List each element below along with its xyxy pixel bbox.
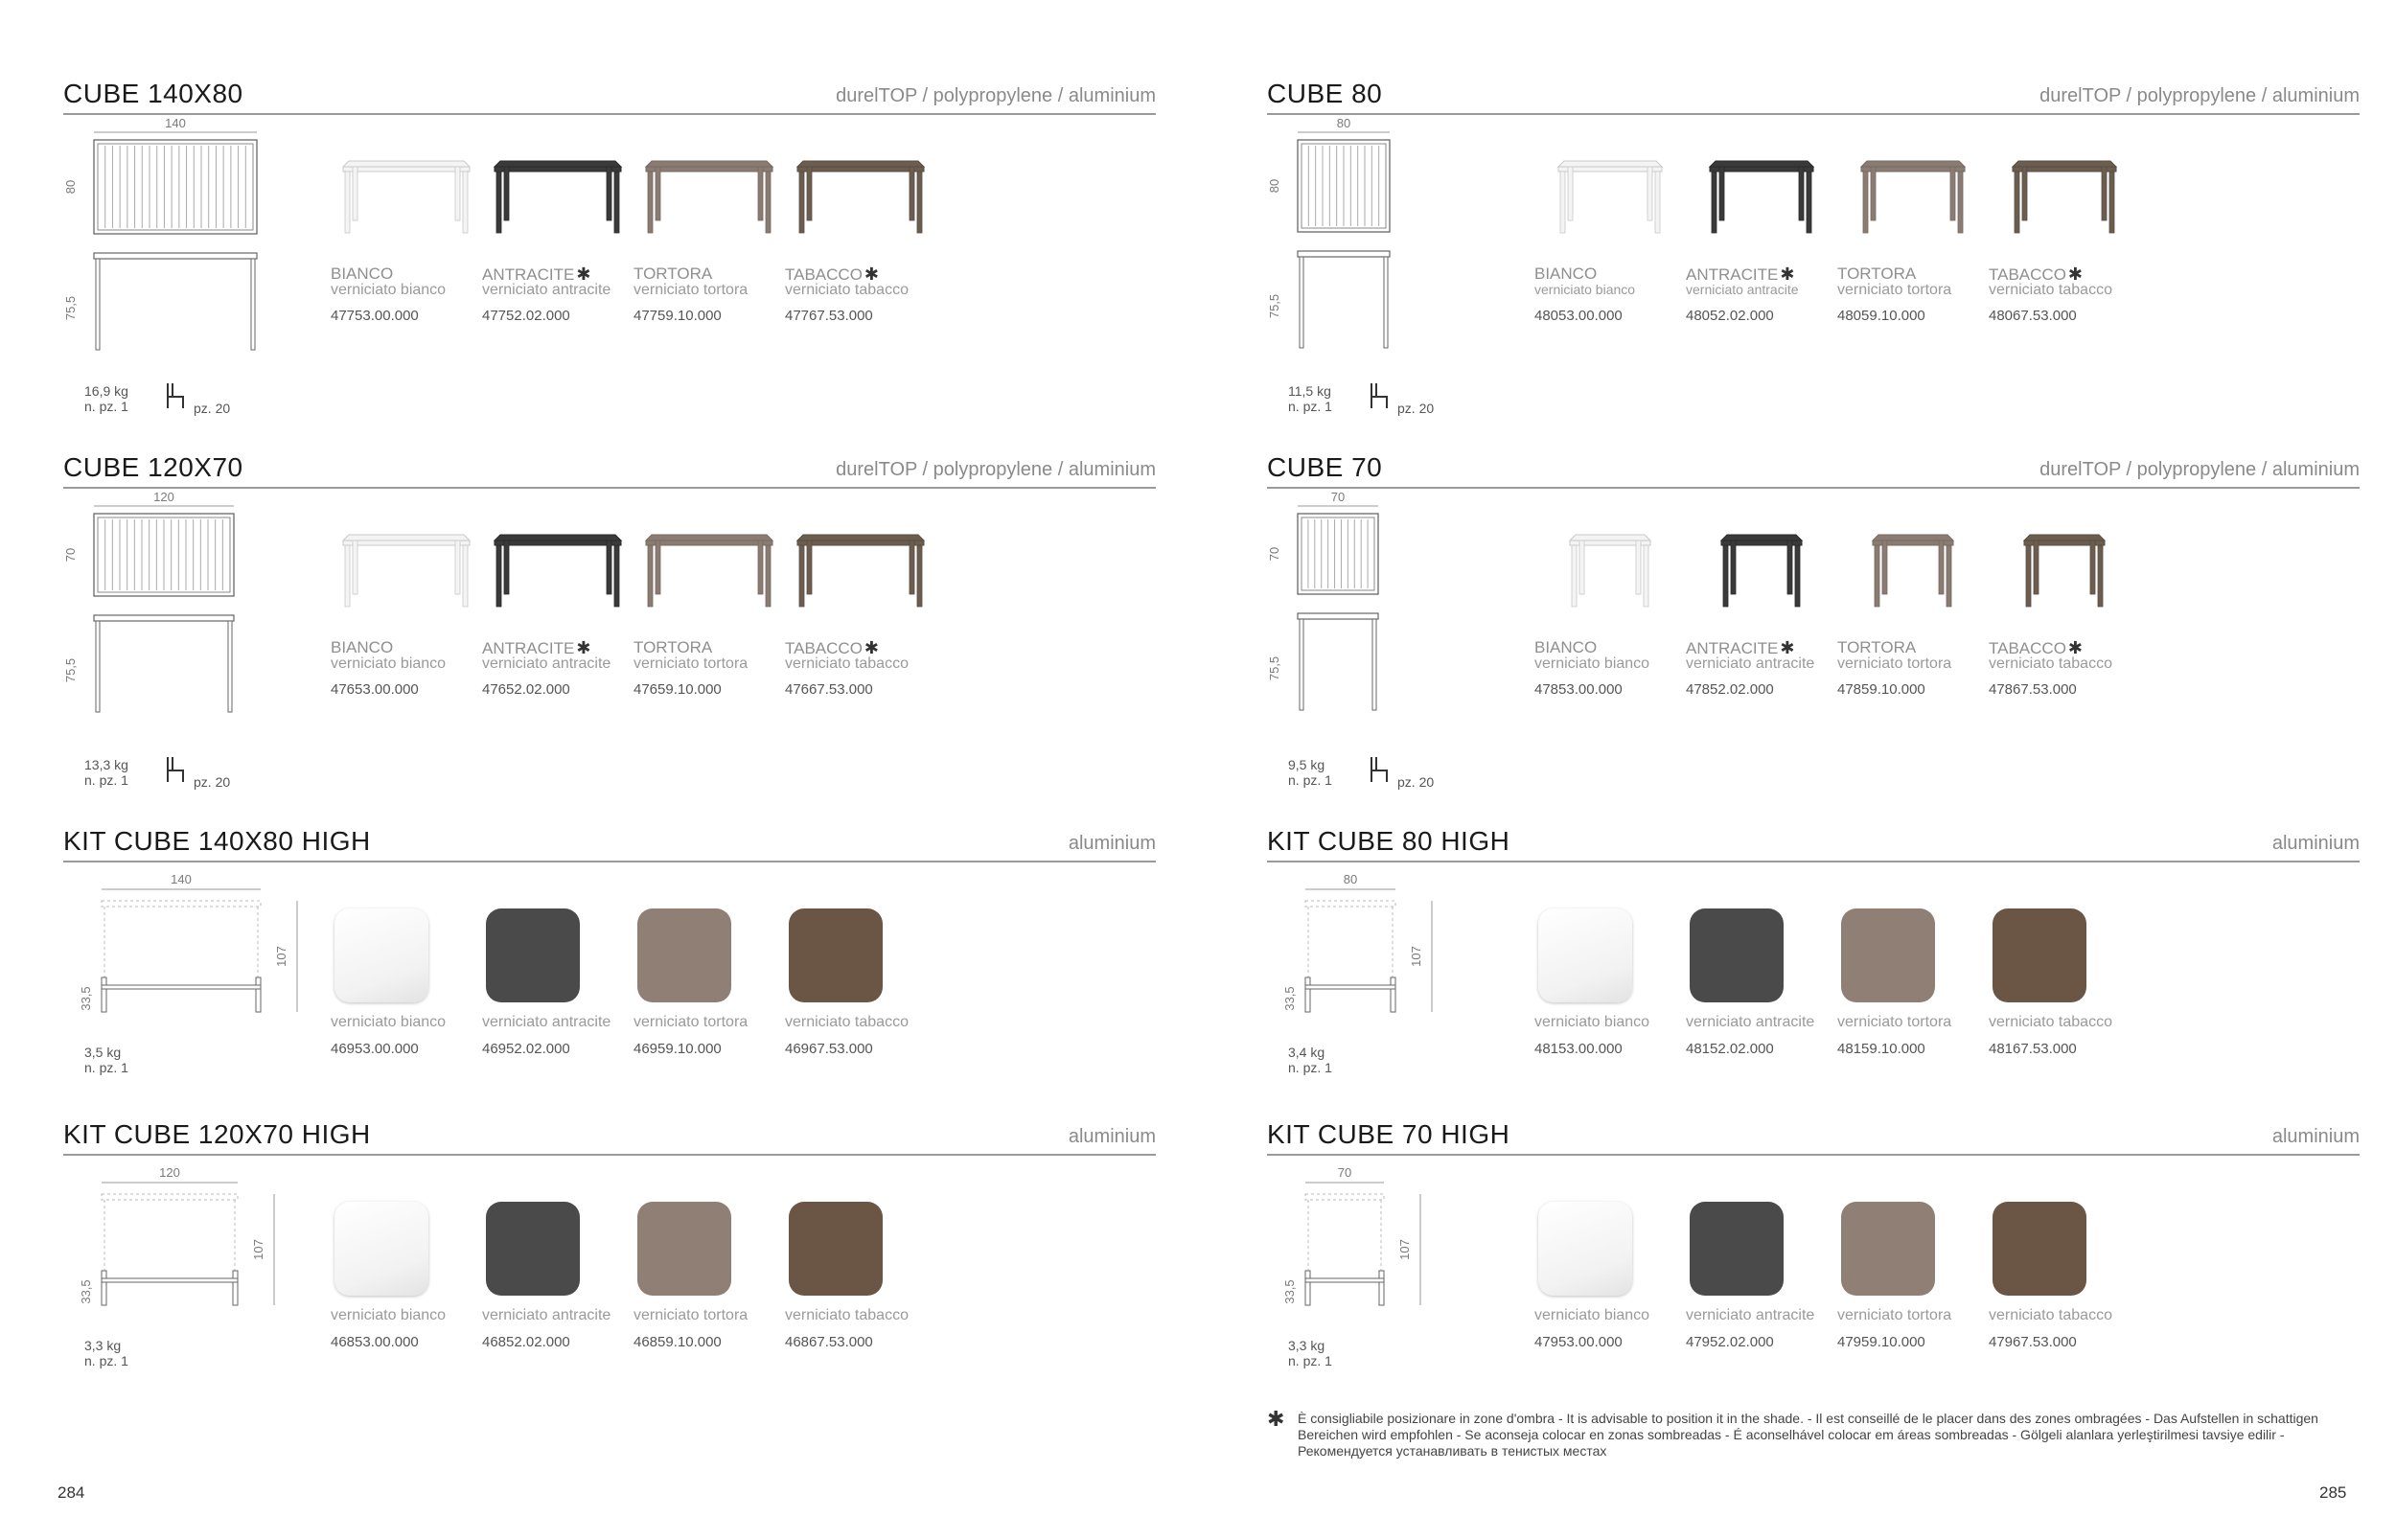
quantity-label: n. pz. 1	[84, 399, 128, 414]
kit-color-variant	[331, 908, 482, 1071]
width-dimension-label: 80	[1336, 116, 1351, 130]
table-dimension-drawing	[1267, 489, 1555, 776]
right-page	[1198, 0, 2396, 1540]
weight-label: 3,5 kg	[84, 1045, 122, 1060]
variant-finish: verniciato antracite	[482, 282, 611, 298]
section-kit-cube-120x70-high	[63, 1115, 1156, 1393]
section-title: CUBE 140X80	[63, 79, 243, 108]
stack-quantity-label: pz. 20	[194, 401, 231, 416]
variant-color-name	[1837, 638, 1916, 657]
shade-asterisk-icon: ✱	[2067, 264, 2084, 284]
width-dimension-label: 140	[171, 872, 192, 886]
table-product-image	[1534, 516, 1686, 611]
section-header	[1267, 448, 2360, 489]
variant-product-code: 47759.10.000	[634, 308, 722, 324]
kit-color-variant	[1686, 908, 1837, 1071]
width-dimension-label: 140	[165, 116, 186, 130]
page-number-left: 284	[58, 1483, 85, 1502]
section-header	[63, 448, 1156, 489]
shade-asterisk-icon: ✱	[1780, 264, 1795, 284]
kit-dimension-drawing	[1267, 862, 1555, 1054]
kit-color-variant	[1837, 1202, 1989, 1365]
color-swatch	[1993, 908, 2086, 1002]
technical-drawing	[63, 1156, 351, 1443]
section-kit-cube-70-high	[1267, 1115, 2360, 1393]
section-header	[1267, 822, 2360, 862]
product-variant	[1837, 142, 1989, 372]
color-swatch	[334, 908, 428, 1002]
width-dimension-label: 80	[1343, 872, 1358, 886]
section-material: durelTOP / polypropylene / aluminium	[2039, 459, 2360, 480]
table-dimension-drawing	[1267, 115, 1555, 402]
section-cube-120x70	[63, 448, 1156, 793]
product-variant	[785, 516, 936, 746]
shade-asterisk-icon: ✱	[864, 638, 880, 657]
height-dimension-label: 75,5	[1267, 293, 1281, 319]
variant-color-name	[331, 638, 393, 657]
variant-name-text: BIANCO	[331, 638, 394, 656]
variant-image	[1837, 516, 1989, 631]
variant-name-text: BIANCO	[331, 264, 394, 283]
color-swatch	[334, 1202, 428, 1296]
variant-image	[1534, 142, 1686, 257]
weight-label: 11,5 kg	[1288, 383, 1331, 399]
foot-dimension-label: 33,5	[1282, 986, 1297, 1011]
section-material: aluminium	[1068, 1126, 1156, 1147]
color-swatch	[486, 908, 580, 1002]
weight-label: 16,9 kg	[84, 383, 128, 399]
quantity-label: n. pz. 1	[84, 1060, 128, 1075]
shade-asterisk-icon: ✱	[576, 638, 591, 657]
variant-finish: verniciato antracite	[482, 655, 611, 672]
variant-product-code: 48159.10.000	[1837, 1041, 1925, 1057]
shade-asterisk-icon: ✱	[2067, 638, 2084, 657]
stack-quantity-label: pz. 20	[1397, 401, 1435, 416]
weight-label: 3,4 kg	[1288, 1045, 1325, 1060]
product-variant	[1989, 516, 2140, 746]
height-dimension-label: 107	[1397, 1239, 1412, 1260]
variant-finish: verniciato antracite	[1686, 1014, 1815, 1030]
width-dimension-label: 120	[153, 490, 174, 504]
variant-finish: verniciato tortora	[634, 282, 749, 298]
product-variant	[482, 516, 634, 746]
variant-color-name	[634, 264, 712, 284]
variant-color-name	[331, 264, 393, 284]
variant-finish: verniciato bianco	[331, 655, 447, 672]
variant-product-code: 47952.02.000	[1686, 1334, 1774, 1350]
variant-finish: verniciato tortora	[1837, 282, 1952, 298]
quantity-label: n. pz. 1	[84, 1353, 128, 1368]
color-swatch	[1690, 908, 1784, 1002]
shade-asterisk-icon: ✱	[1780, 638, 1795, 657]
height-dimension-label: 107	[274, 946, 288, 967]
variant-product-code: 47667.53.000	[785, 681, 873, 698]
variant-image	[634, 516, 785, 631]
variant-product-code: 48167.53.000	[1989, 1041, 2077, 1057]
stacking-chair-icon	[1369, 381, 1392, 415]
variant-name-text: TORTORA	[634, 264, 713, 283]
variant-finish: verniciato tortora	[634, 1307, 749, 1323]
variant-image	[1837, 142, 1989, 257]
variant-image	[1686, 516, 1837, 631]
variant-product-code: 48153.00.000	[1534, 1041, 1623, 1057]
kit-color-variant	[1989, 908, 2140, 1071]
product-variant	[634, 142, 785, 372]
weight-label: 9,5 kg	[1288, 757, 1325, 772]
variant-product-code: 47859.10.000	[1837, 681, 1925, 698]
table-product-image	[785, 516, 936, 611]
variant-name-text: ANTRACITE	[482, 265, 575, 284]
variant-finish: verniciato antracite	[1686, 1307, 1815, 1323]
table-product-image	[482, 516, 634, 611]
variant-product-code: 46867.53.000	[785, 1334, 873, 1350]
variant-product-code: 48052.02.000	[1686, 308, 1774, 324]
section-header	[63, 1115, 1156, 1156]
width-dimension-label: 120	[159, 1165, 180, 1180]
variant-finish: verniciato tabacco	[1989, 282, 2112, 298]
variant-finish: verniciato tortora	[1837, 1307, 1952, 1323]
variant-finish: verniciato tabacco	[785, 282, 909, 298]
variant-image	[1686, 142, 1837, 257]
variant-finish: verniciato antracite	[1686, 282, 1799, 297]
variant-image	[1989, 142, 2140, 257]
color-swatch	[1690, 1202, 1784, 1296]
technical-drawing	[63, 862, 351, 1150]
variant-finish: verniciato bianco	[1534, 1014, 1650, 1030]
variant-name-text: TABACCO	[1989, 639, 2066, 657]
width-dimension-label: 70	[1337, 1165, 1352, 1180]
table-product-image	[482, 142, 634, 238]
variant-color-name	[634, 638, 712, 657]
variant-product-code: 47967.53.000	[1989, 1334, 2077, 1350]
section-title: CUBE 80	[1267, 79, 1383, 108]
kit-dimension-drawing	[1267, 1156, 1555, 1347]
kit-color-variant	[785, 908, 936, 1071]
variant-finish: verniciato tabacco	[785, 655, 909, 672]
variant-name-text: ANTRACITE	[1686, 265, 1779, 284]
variant-product-code: 46952.02.000	[482, 1041, 570, 1057]
section-material: aluminium	[1068, 833, 1156, 854]
kit-color-variant	[1989, 1202, 2140, 1365]
variant-product-code: 47767.53.000	[785, 308, 873, 324]
section-title: KIT CUBE 140X80 HIGH	[63, 826, 371, 856]
variant-product-code: 46959.10.000	[634, 1041, 722, 1057]
technical-drawing	[1267, 115, 1555, 402]
variant-product-code: 47652.02.000	[482, 681, 570, 698]
stacking-chair-icon	[1369, 755, 1392, 789]
product-variant	[785, 142, 936, 372]
variant-image	[785, 142, 936, 257]
technical-drawing	[1267, 862, 1555, 1150]
depth-dimension-label: 80	[1267, 178, 1281, 194]
table-product-image	[1837, 516, 1989, 611]
product-variant	[1534, 516, 1686, 746]
page-number-right: 285	[2319, 1483, 2347, 1502]
product-variant	[482, 142, 634, 372]
variant-color-name	[1534, 264, 1597, 284]
variant-finish: verniciato tabacco	[785, 1014, 909, 1030]
variant-product-code: 47867.53.000	[1989, 681, 2077, 698]
stack-quantity-label: pz. 20	[1397, 774, 1435, 790]
variant-name-text: TORTORA	[1837, 264, 1917, 283]
stacking-chair-icon	[165, 381, 188, 415]
weight-label: 3,3 kg	[1288, 1338, 1325, 1353]
variant-finish: verniciato bianco	[331, 282, 447, 298]
variant-name-text: BIANCO	[1534, 264, 1598, 283]
variant-product-code: 47852.02.000	[1686, 681, 1774, 698]
kit-dimension-drawing	[63, 1156, 351, 1347]
variant-product-code: 47959.10.000	[1837, 1334, 1925, 1350]
stacking-chair-icon	[165, 755, 188, 789]
variant-finish: verniciato tabacco	[1989, 655, 2112, 672]
weight-label: 13,3 kg	[84, 757, 128, 772]
height-dimension-label: 75,5	[1267, 655, 1281, 681]
product-variant	[1837, 516, 1989, 746]
variant-product-code: 46859.10.000	[634, 1334, 722, 1350]
variant-finish: verniciato antracite	[482, 1014, 611, 1030]
variant-finish: verniciato tabacco	[1989, 1307, 2112, 1323]
table-product-image	[1686, 516, 1837, 611]
variant-finish: verniciato tortora	[1837, 1014, 1952, 1030]
kit-color-variant	[634, 908, 785, 1071]
foot-dimension-label: 33,5	[79, 986, 93, 1011]
color-swatch	[1538, 1202, 1632, 1296]
variant-product-code: 48053.00.000	[1534, 308, 1623, 324]
color-swatch	[789, 908, 883, 1002]
depth-dimension-label: 80	[63, 179, 78, 195]
variant-image	[482, 142, 634, 257]
variant-product-code: 48067.53.000	[1989, 308, 2077, 324]
footnote-text: È consigliabile posizionare in zone d'ombra - It is advisable to position it in the shade. - Il est conseillé de le placer dans des zones ombragées - Das Aufstellen in schattigen Bereichen wird empfohlen - Se aconseja colocar en zonas sombreadas - É aconselhável colocar em áreas sombreadas - Gölgeli alanlara yerleştirilmesi tavsiye edilir - Рекомендуется устанавливать в тенистых местах	[1298, 1411, 2318, 1459]
variant-product-code: 47753.00.000	[331, 308, 419, 324]
section-header	[1267, 1115, 2360, 1156]
variant-product-code: 46853.00.000	[331, 1334, 419, 1350]
kit-color-variant	[1686, 1202, 1837, 1365]
variant-finish: verniciato tortora	[634, 1014, 749, 1030]
product-variant	[331, 142, 482, 372]
kit-dimension-drawing	[63, 862, 351, 1054]
table-product-image	[634, 142, 785, 238]
shade-asterisk-icon: ✱	[864, 264, 880, 284]
variant-product-code: 46852.02.000	[482, 1334, 570, 1350]
section-header	[63, 822, 1156, 862]
variant-finish: verniciato antracite	[1686, 655, 1815, 672]
depth-dimension-label: 70	[63, 547, 78, 563]
color-swatch	[1993, 1202, 2086, 1296]
table-product-image	[331, 142, 482, 238]
quantity-label: n. pz. 1	[1288, 772, 1332, 788]
width-dimension-label: 70	[1330, 490, 1346, 504]
quantity-label: n. pz. 1	[84, 772, 128, 788]
variant-finish: verniciato tortora	[1837, 655, 1952, 672]
variant-product-code: 46967.53.000	[785, 1041, 873, 1057]
variant-product-code: 48152.02.000	[1686, 1041, 1774, 1057]
product-variant	[1686, 142, 1837, 372]
section-kit-cube-80-high	[1267, 822, 2360, 1100]
section-material: aluminium	[2271, 1126, 2360, 1147]
kit-color-variant	[634, 1202, 785, 1365]
foot-dimension-label: 33,5	[1282, 1279, 1297, 1304]
depth-dimension-label: 70	[1267, 546, 1281, 562]
product-variant	[634, 516, 785, 746]
section-material: aluminium	[2271, 833, 2360, 854]
product-variant	[1989, 142, 2140, 372]
color-swatch	[1841, 1202, 1935, 1296]
variant-product-code: 46953.00.000	[331, 1041, 419, 1057]
color-swatch	[1538, 908, 1632, 1002]
variant-finish: verniciato bianco	[1534, 282, 1636, 297]
height-dimension-label: 75,5	[63, 295, 78, 321]
variant-product-code: 47853.00.000	[1534, 681, 1623, 698]
table-dimension-drawing	[63, 115, 351, 402]
section-title: KIT CUBE 120X70 HIGH	[63, 1119, 371, 1149]
variant-finish: verniciato bianco	[331, 1014, 447, 1030]
variant-color-name	[1534, 638, 1597, 657]
stack-quantity-label: pz. 20	[194, 774, 231, 790]
technical-drawing	[63, 115, 351, 402]
table-product-image	[1989, 516, 2140, 611]
section-cube-140x80	[63, 75, 1156, 420]
variant-color-name	[1837, 264, 1916, 284]
variant-finish: verniciato tortora	[634, 655, 749, 672]
section-title: CUBE 70	[1267, 452, 1383, 482]
section-material: durelTOP / polypropylene / aluminium	[836, 459, 1156, 480]
kit-color-variant	[482, 1202, 634, 1365]
shade-asterisk-icon: ✱	[576, 264, 591, 284]
color-swatch	[637, 1202, 731, 1296]
section-title: KIT CUBE 70 HIGH	[1267, 1119, 1510, 1149]
table-product-image	[1686, 142, 1837, 238]
table-product-image	[1989, 142, 2140, 238]
variant-finish: verniciato bianco	[1534, 1307, 1650, 1323]
height-dimension-label: 107	[251, 1239, 265, 1260]
product-variant	[1534, 142, 1686, 372]
table-product-image	[1534, 142, 1686, 238]
quantity-label: n. pz. 1	[1288, 399, 1332, 414]
table-product-image	[785, 142, 936, 238]
section-cube-80	[1267, 75, 2360, 420]
variant-product-code: 47953.00.000	[1534, 1334, 1623, 1350]
section-header	[1267, 75, 2360, 115]
table-product-image	[634, 516, 785, 611]
kit-color-variant	[1534, 908, 1686, 1071]
variant-image	[1989, 516, 2140, 631]
product-variant	[331, 516, 482, 746]
variant-finish: verniciato bianco	[331, 1307, 447, 1323]
variant-image	[1534, 516, 1686, 631]
variant-image	[482, 516, 634, 631]
variant-name-text: TABACCO	[785, 265, 863, 284]
variant-product-code: 47653.00.000	[331, 681, 419, 698]
variant-name-text: BIANCO	[1534, 638, 1598, 656]
kit-color-variant	[1837, 908, 1989, 1071]
section-material: durelTOP / polypropylene / aluminium	[2039, 85, 2360, 106]
kit-color-variant	[482, 908, 634, 1071]
table-product-image	[331, 516, 482, 611]
variant-name-text: ANTRACITE	[482, 639, 575, 657]
section-cube-70	[1267, 448, 2360, 793]
variant-finish: verniciato tabacco	[785, 1307, 909, 1323]
color-swatch	[486, 1202, 580, 1296]
variant-image	[785, 516, 936, 631]
variant-name-text: ANTRACITE	[1686, 639, 1779, 657]
table-product-image	[1837, 142, 1989, 238]
table-dimension-drawing	[63, 489, 351, 776]
technical-drawing	[1267, 489, 1555, 776]
asterisk-icon: ✱	[1267, 1407, 1285, 1431]
variant-name-text: TORTORA	[1837, 638, 1917, 656]
variant-name-text: TABACCO	[785, 639, 863, 657]
variant-image	[331, 516, 482, 631]
section-material: durelTOP / polypropylene / aluminium	[836, 85, 1156, 106]
kit-color-variant	[1534, 1202, 1686, 1365]
variant-finish: verniciato antracite	[482, 1307, 611, 1323]
quantity-label: n. pz. 1	[1288, 1353, 1332, 1368]
kit-color-variant	[331, 1202, 482, 1365]
color-swatch	[789, 1202, 883, 1296]
technical-drawing	[1267, 1156, 1555, 1443]
variant-image	[634, 142, 785, 257]
foot-dimension-label: 33,5	[79, 1279, 93, 1304]
variant-product-code: 48059.10.000	[1837, 308, 1925, 324]
product-variant	[1686, 516, 1837, 746]
height-dimension-label: 75,5	[63, 657, 78, 683]
color-swatch	[637, 908, 731, 1002]
technical-drawing	[63, 489, 351, 776]
weight-label: 3,3 kg	[84, 1338, 122, 1353]
variant-product-code: 47659.10.000	[634, 681, 722, 698]
variant-product-code: 47752.02.000	[482, 308, 570, 324]
variant-finish: verniciato tabacco	[1989, 1014, 2112, 1030]
section-title: KIT CUBE 80 HIGH	[1267, 826, 1510, 856]
variant-finish: verniciato bianco	[1534, 655, 1650, 672]
section-header	[63, 75, 1156, 115]
color-swatch	[1841, 908, 1935, 1002]
section-kit-cube-140x80-high	[63, 822, 1156, 1100]
section-title: CUBE 120X70	[63, 452, 243, 482]
height-dimension-label: 107	[1409, 946, 1423, 967]
variant-name-text: TABACCO	[1989, 265, 2066, 284]
quantity-label: n. pz. 1	[1288, 1060, 1332, 1075]
kit-color-variant	[785, 1202, 936, 1365]
variant-image	[331, 142, 482, 257]
variant-name-text: TORTORA	[634, 638, 713, 656]
